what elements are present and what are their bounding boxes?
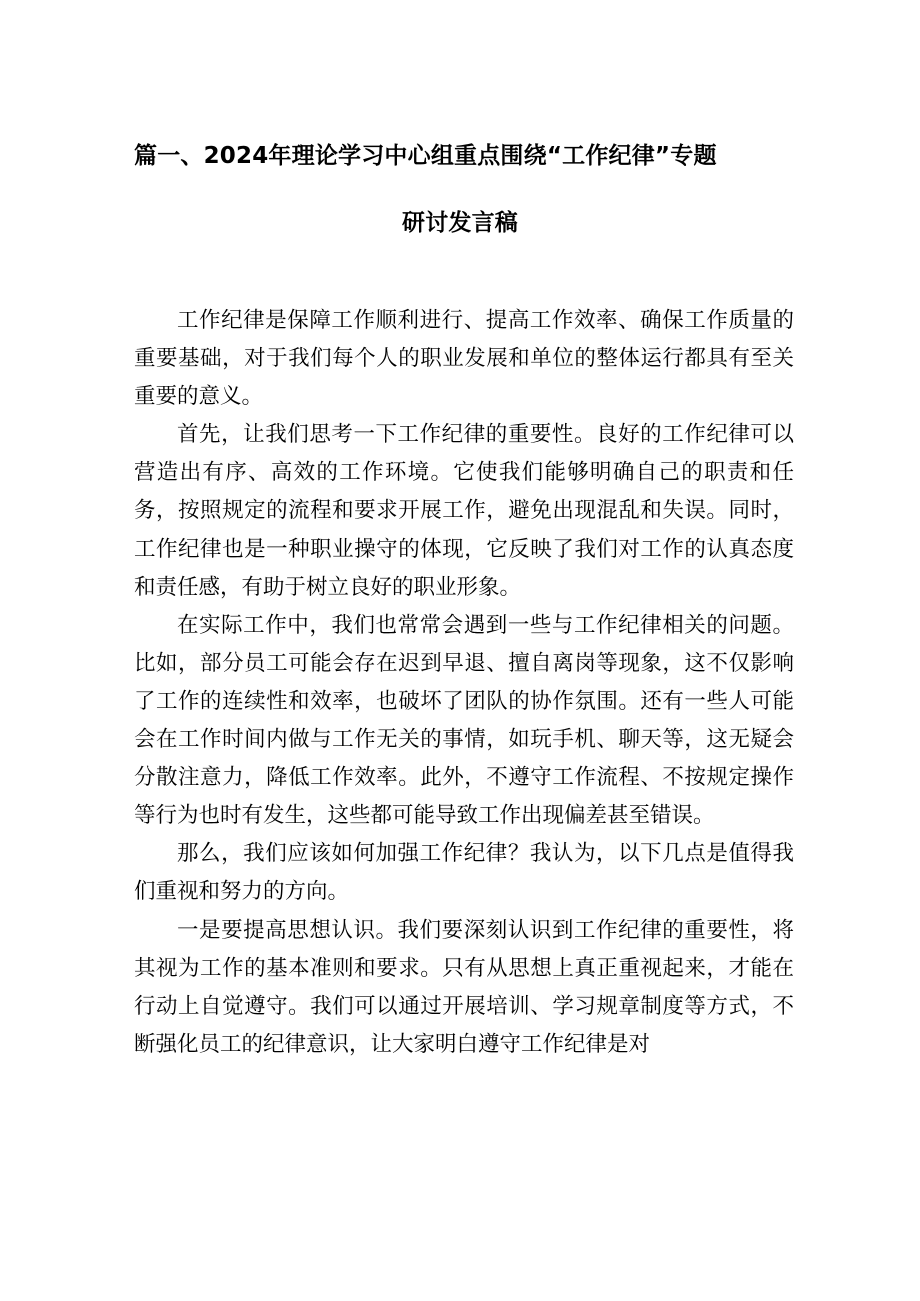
paragraph: 那么，我们应该如何加强工作纪律？我认为，以下几点是值得我们重视和努力的方向。 [134, 841, 794, 905]
paragraph: 一是要提高思想认识。我们要深刻认识到工作纪律的重要性，将其视为工作的基本准则和要求。只有从思想上真正重视起来，才能在行动上自觉遵守。我们可以通过开展培训、学习规章制度等方式，不断强化员工的纪律意识，让大家明白遵守工作纪律是对 [134, 917, 794, 1057]
document-title-line-1: 篇一、2024年理论学习中心组重点围绕“工作纪律”专题 [134, 143, 717, 169]
paragraph: 工作纪律是保障工作顺利进行、提高工作效率、确保工作质量的重要基础，对于我们每个人的职业发展和单位的整体运行都具有至关重要的意义。 [134, 308, 794, 410]
document-body [134, 302, 794, 1064]
paragraph: 首先，让我们思考一下工作纪律的重要性。良好的工作纪律可以营造出有序、高效的工作环境。它使我们能够明确自己的职责和任务，按照规定的流程和要求开展工作，避免出现混乱和失误。同时，工作纪律也是一种职业操守的体现，它反映了我们对工作的认真态度和责任感，有助于树立良好的职业形象。 [134, 422, 794, 600]
paragraph: 在实际工作中，我们也常常会遇到一些与工作纪律相关的问题。比如，部分员工可能会存在迟到早退、擅自离岗等现象，这不仅影响了工作的连续性和效率，也破坏了团队的协作氛围。还有一些人可能会在工作时间内做与工作无关的事情，如玩手机、聊天等，这无疑会分散注意力，降低工作效率。此外，不遵守工作流程、不按规定操作等行为也时有发生，这些都可能导致工作出现偏差甚至错误。 [134, 612, 794, 829]
document-title-line-2: 研讨发言稿 [402, 210, 518, 236]
